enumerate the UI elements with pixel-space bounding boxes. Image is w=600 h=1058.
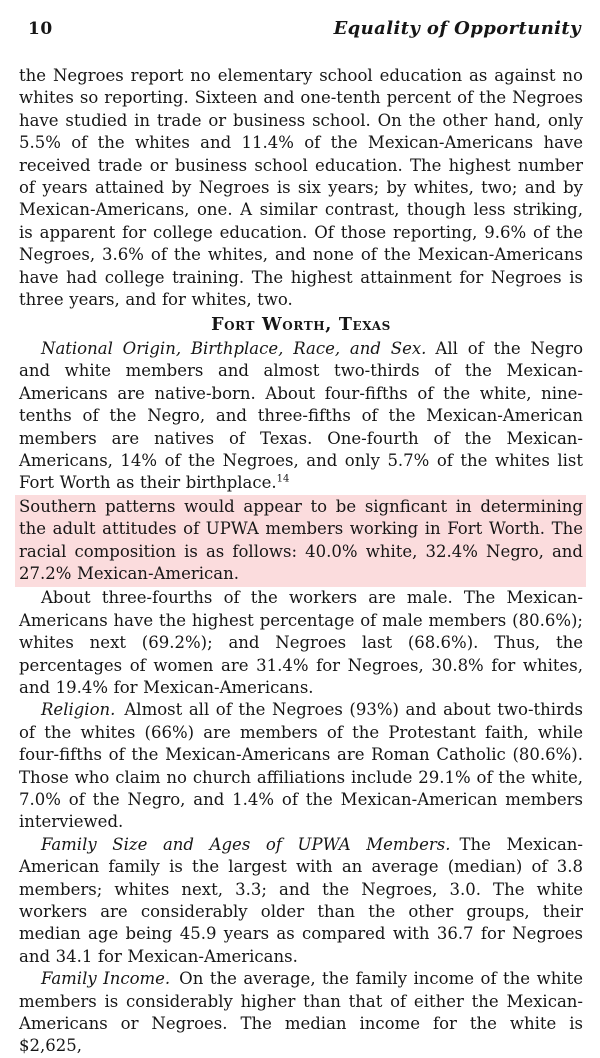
running-title: Equality of Opportunity	[333, 18, 581, 39]
paragraph-body-religion: Almost all of the Negroes (93%) and about two-thirds of the whites (66%) are members of the Protestant faith, while four-fifths of the Mexican-Americans are Roman Catholic (80.6%). Those who claim no church affiliations include 29.1% of the white, 7.0% of the Negro, and 1.4% of the Mexican-American members interviewed.	[19, 700, 583, 832]
paragraph-national-origin	[19, 338, 583, 495]
paragraph-family-size-ages	[19, 834, 583, 968]
paragraph-lead-family-size: Family Size and Ages of UPWA Members.	[41, 834, 451, 854]
footnote-marker-14: 14	[276, 473, 290, 485]
paragraph-body-family-income: On the average, the family income of the white members is considerably higher than that of either the Mexican-Americans or Negroes. The median income for the white is $2,625,	[19, 969, 583, 1056]
paragraph-lead-family-income: Family Income.	[41, 969, 171, 989]
paragraph-lead-religion: Religion.	[41, 700, 116, 720]
paragraph-body-national-origin: All of the Negro and white members and almost two-thirds of the Mexican-Americans are native-born. About four-fifths of the white, nine-tenths of the Negro, and three-fifths of the Mexican-American members are natives of Texas. One-fourth of the Mexican-Americans, 14% of the Negroes, and only 5.7% of the whites list Fort Worth as their birthplace.	[19, 338, 583, 493]
paragraph-gender-composition: About three-fourths of the workers are male. The Mexican-Americans have the highest percentage of male members (80.6%); whites next (69.2%); and Negroes last (68.6%). Thus, the percentages of women are 31.4% for Negroes, 30.8% for whites, and 19.4% for Mexican-Americans.	[19, 588, 583, 697]
section-heading-fort-worth: Fort Worth, Texas	[211, 315, 391, 336]
page-number: 10	[28, 19, 53, 39]
running-head	[19, 18, 583, 39]
paragraph-body-family-size: The Mexican-American family is the largest with an average (median) of 3.8 members; whites next, 3.3; and the Negroes, 3.0. The white workers are considerably older than the other groups, their median age being 45.9 years as compared with 36.7 for Negroes and 34.1 for Mexican-Americans.	[19, 834, 583, 966]
highlighted-passage: Southern patterns would appear to be signficant in determining the adult attitudes of UPWA members working in Fort Worth. The racial composition is as follows: 40.0% white, 32.4% Negro, and 27.2% Mexican-American.	[15, 495, 586, 588]
paragraph-family-income	[19, 968, 583, 1058]
page-body	[19, 65, 583, 1058]
paragraph-education-continuation: the Negroes report no elementary school education as against no whites so reporting. Sixteen and one-tenth percent of the Negroes have studied in trade or business school. On the other hand, only 5.5% of the whites and 11.4% of the Mexican-Americans have received trade or business school education. The highest number of years attained by Negroes is six years; by whites, two; and by Mexican-Americans, one. A similar contrast, though less striking, is apparent for college education. Of those reporting, 9.6% of the Negroes, 3.6% of the whites, and none of the Mexican-Americans have had college training. The highest attainment for Negroes is three years, and for whites, two.	[19, 66, 583, 310]
paragraph-religion	[19, 699, 583, 833]
paragraph-lead-national-origin: National Origin, Birthplace, Race, and Sex.	[41, 338, 427, 358]
